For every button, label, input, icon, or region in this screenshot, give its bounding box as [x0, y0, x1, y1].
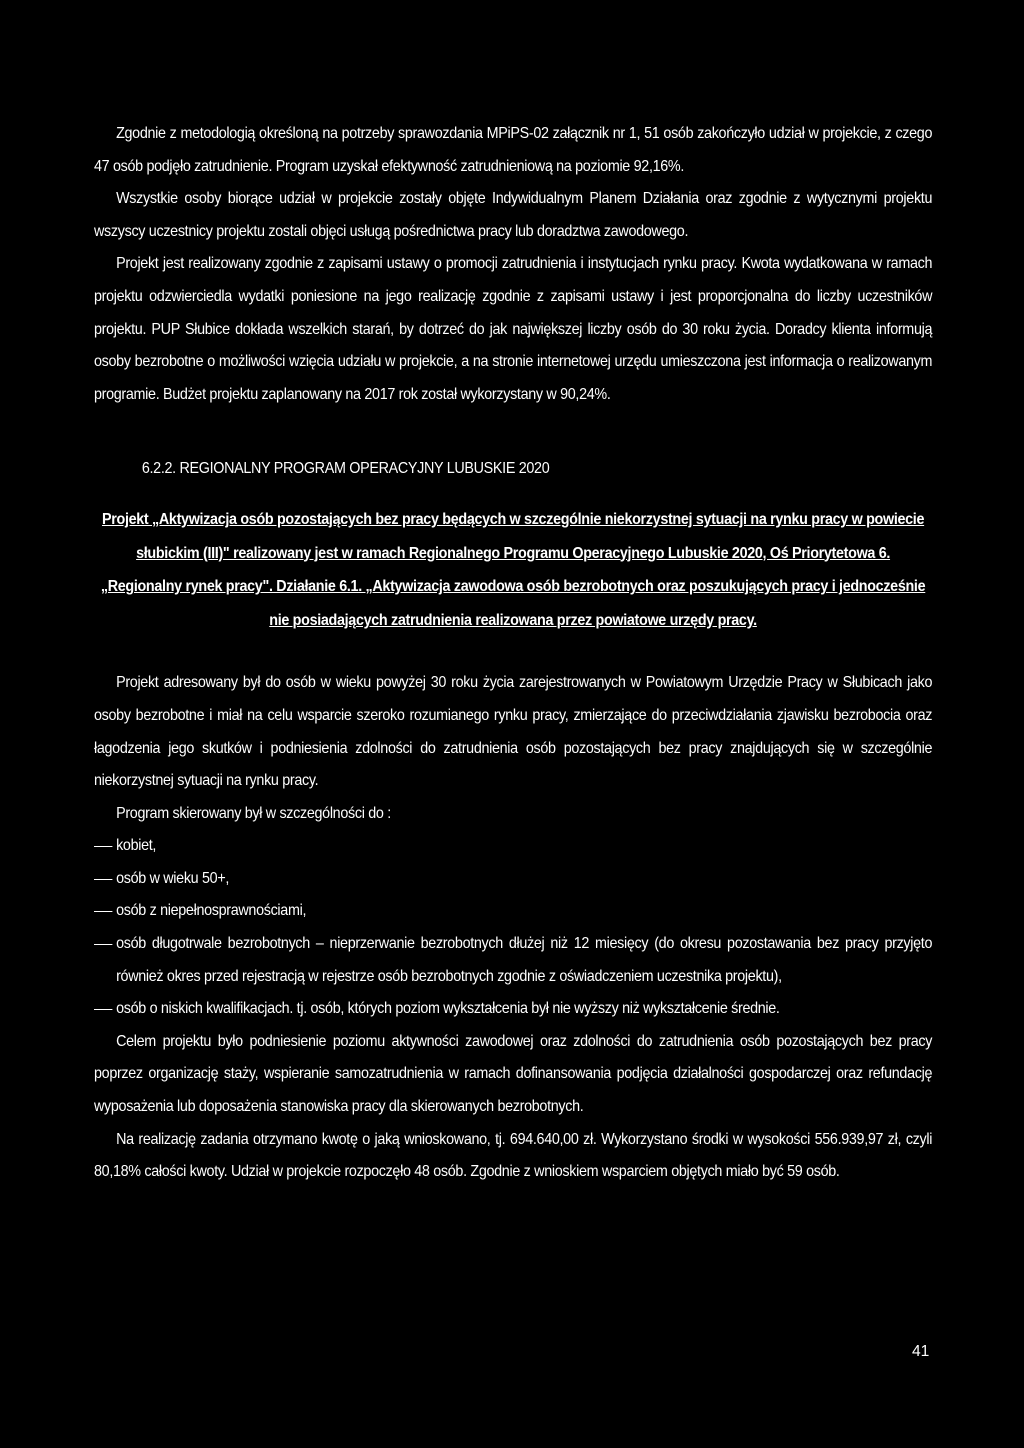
paragraph-budget: Projekt jest realizowany zgodnie z zapisami ustawy o promocji zatrudnienia i instytucjach rynku pracy. Kwota wydatkowana w ramach projektu odzwierciedla wydatki poniesione na jego realizację zgodnie z zapisami ustawy i jest proporcjonalna do liczby uczestników projektu. PUP Słubice dokłada wszelkich starań, by dotrzeć do jak największej liczby osób do 30 roku życia. Doradcy klienta informują osoby bezrobotne o możliwości wzięcia udziału w projekcie, a na stronie internetowej urzędu umieszczona jest informacja o realizowanym programie. Budżet projektu zaplanowany na 2017 rok został wykorzystany w 90,24%. — [94, 255, 933, 403]
list-item-text: osób z niepełnosprawnościami, — [116, 902, 307, 920]
paragraph-effectiveness: Zgodnie z metodologią określoną na potrzeby sprawozdania MPiPS-02 załącznik nr 1, 51 osób zakończyło udział w projekcie, z czego 47 osób podjęło zatrudnienie. Program uzyskał efektywność zatrudnieniową na poziomie 92,16%. — [94, 125, 933, 175]
list-item-text: osób długotrwale bezrobotnych – nieprzerwanie bezrobotnych dłużej niż 12 miesięcy (do okresu pozostawania bez pracy przyjęto również okres przed rejestracją w rejestrze osób bezrobotnych zgodnie z oświadczeniem uczestnika projektu), — [116, 935, 933, 985]
dash-bullet-icon — [94, 1009, 112, 1010]
dash-bullet-icon — [94, 879, 112, 880]
dash-bullet-icon — [94, 944, 112, 945]
page-number: 41 — [912, 1343, 930, 1360]
paragraph-ipd: Wszystkie osoby biorące udział w projekcie zostały objęte Indywidualnym Planem Działania oraz zgodnie z wytycznymi projektu wszyscy uczestnicy projektu zostali objęci usługą pośrednictwa pracy lub doradztwa zawodowego. — [94, 190, 933, 240]
paragraph-intro: Projekt adresowany był do osób w wieku powyżej 30 roku życia zarejestrowanych w Powiatowym Urzędzie Pracy w Słubicach jako osoby bezrobotne i miał na celu wsparcie szeroko rozumianego rynku pracy, zmierzające do przeciwdziałania zjawisku bezrobocia oraz łagodzenia jego skutków i podniesienia zdolności do zatrudnienia osób pozostających bez pracy znajdujących się w szczególnie niekorzystnej sytuacji na rynku pracy. — [94, 674, 933, 790]
paragraph-goal: Celem projektu było podniesienie poziomu aktywności zawodowej oraz zdolności do zatrudnienia osób pozostających bez pracy poprzez organizację staży, wspieranie samozatrudnienia w ramach dofinansowania podjęcia działalności gospodarczej oraz refundację wyposażenia lub doposażenia stanowiska pracy dla skierowanych bezrobotnych. — [94, 1032, 933, 1116]
document-page — [94, 118, 932, 1189]
list-item-text: kobiet, — [116, 837, 157, 855]
list-item-text: osób w wieku 50+, — [116, 869, 230, 887]
list-item — [94, 830, 932, 863]
list-item — [94, 895, 932, 928]
project-title: Projekt „Aktywizacja osób pozostających bez pracy będących w szczególnie niekorzystnej sytuacji na rynku pracy w powiecie słubickim (III)" realizowany jest w ramach Regionalnego Programu Operacyjnego Lubuskie 2020, Oś Priorytetowa 6. „Regionalny rynek pracy". Działanie 6.1. „Aktywizacja zawodowa osób bezrobotnych oraz poszukujących pracy i jednocześnie nie posiadających zatrudnienia realizowana przez powiatowe urzędy pracy. — [100, 510, 926, 629]
dash-bullet-icon — [94, 911, 112, 912]
section-heading: 6.2.2. REGIONALNY PROGRAM OPERACYJNY LUBUSKIE 2020 — [141, 460, 550, 478]
list-item — [94, 993, 932, 1026]
list-item-text: osób o niskich kwalifikacjach. tj. osób, których poziom wykształcenia był nie wyższy niż wykształcenie średnie. — [116, 1000, 780, 1018]
dash-bullet-icon — [94, 846, 112, 847]
list-item — [94, 928, 932, 993]
paragraph-funding: Na realizację zadania otrzymano kwotę o jaką wnioskowano, tj. 694.640,00 zł. Wykorzystano środki w wysokości 556.939,97 zł, czyli 80,18% całości kwoty. Udział w projekcie rozpoczęło 48 osób. Zgodnie z wnioskiem wsparciem objętych miało być 59 osób. — [94, 1130, 933, 1181]
list-lead: Program skierowany był w szczególności do : — [116, 804, 391, 822]
target-group-list — [94, 830, 932, 1026]
list-item — [94, 863, 932, 896]
